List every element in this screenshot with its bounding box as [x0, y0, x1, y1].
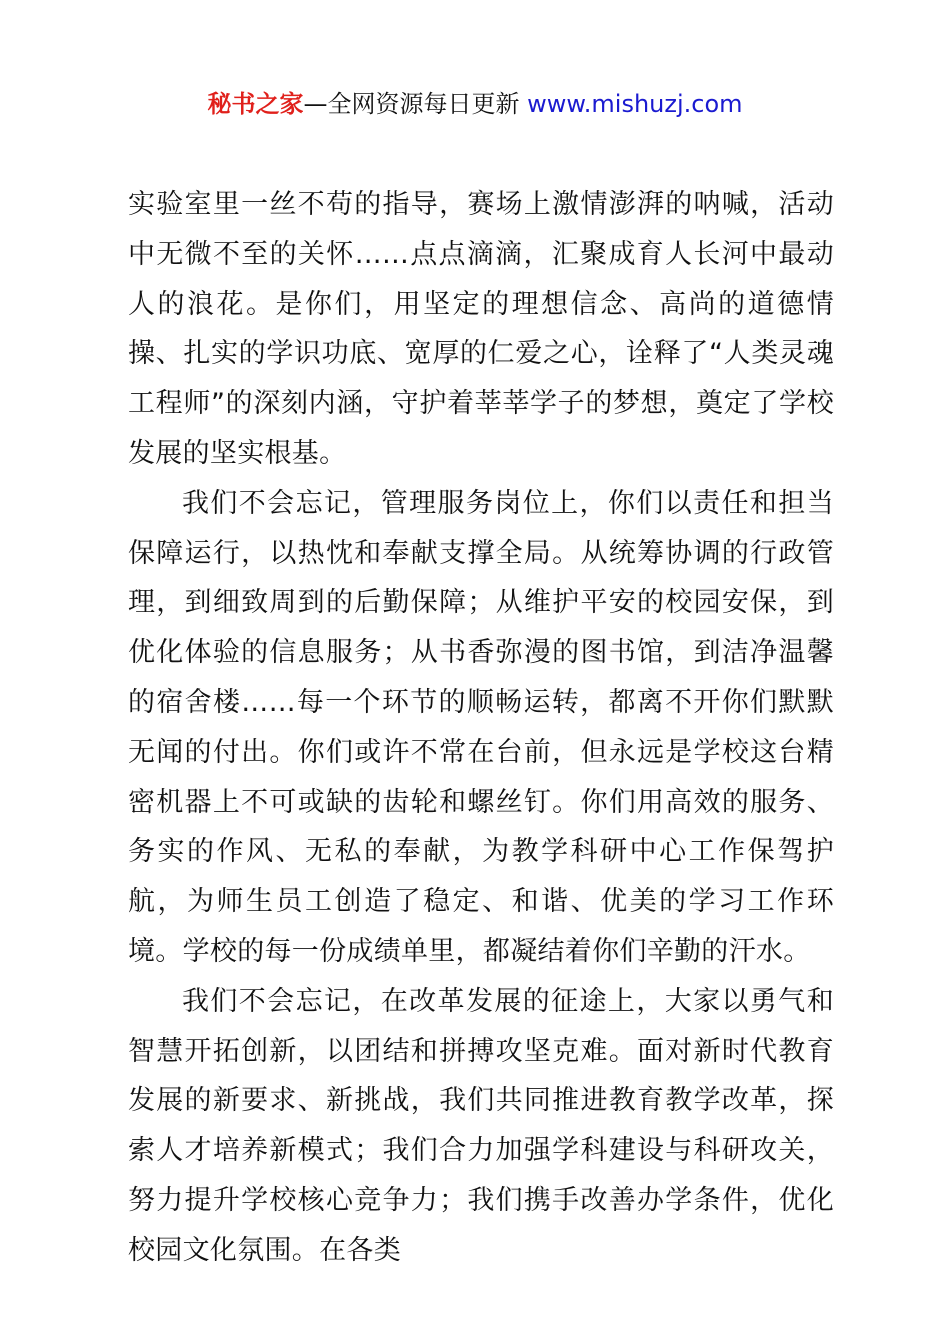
paragraph-1: 实验室里一丝不苟的指导，赛场上激情澎湃的呐喊，活动中无微不至的关怀……点点滴滴，汇聚成育人长河中最动人的浪花。是你们，用坚定的理想信念、高尚的道德情操、扎实的学识功底、宽厚的仁爱之心，诠释了“人类灵魂工程师”的深刻内涵，守护着莘莘学子的梦想，奠定了学校发展的坚实根基。 — [128, 189, 834, 469]
header-tagline: —全网资源每日更新 — [303, 90, 520, 118]
page-header — [0, 86, 950, 122]
paragraph-2: 我们不会忘记，管理服务岗位上，你们以责任和担当保障运行，以热忱和奉献支撑全局。从统筹协调的行政管理，到细致周到的后勤保障；从维护平安的校园安保，到优化体验的信息服务；从书香弥漫的图书馆，到洁净温馨的宿舍楼……每一个环节的顺畅运转，都离不开你们默默无闻的付出。你们或许不常在台前，但永远是学校这台精密机器上不可或缺的齿轮和螺丝钉。你们用高效的服务、务实的作风、无私的奉献，为教学科研中心工作保驾护航，为师生员工创造了稳定、和谐、优美的学习工作环境。学校的每一份成绩单里，都凝结着你们辛勤的汗水。 — [128, 487, 834, 967]
document-body — [128, 180, 834, 1276]
paragraph-3: 我们不会忘记，在改革发展的征途上，大家以勇气和智慧开拓创新，以团结和拼搏攻坚克难。面对新时代教育发展的新要求、新挑战，我们共同推进教育教学改革，探索人才培养新模式；我们合力加强学科建设与科研攻关，努力提升学校核心竞争力；我们携手改善办学条件，优化校园文化氛围。在各类 — [128, 985, 834, 1266]
brand-name: 秘书之家 — [207, 90, 304, 118]
site-url-link[interactable]: www.mishuzj.com — [527, 90, 743, 118]
